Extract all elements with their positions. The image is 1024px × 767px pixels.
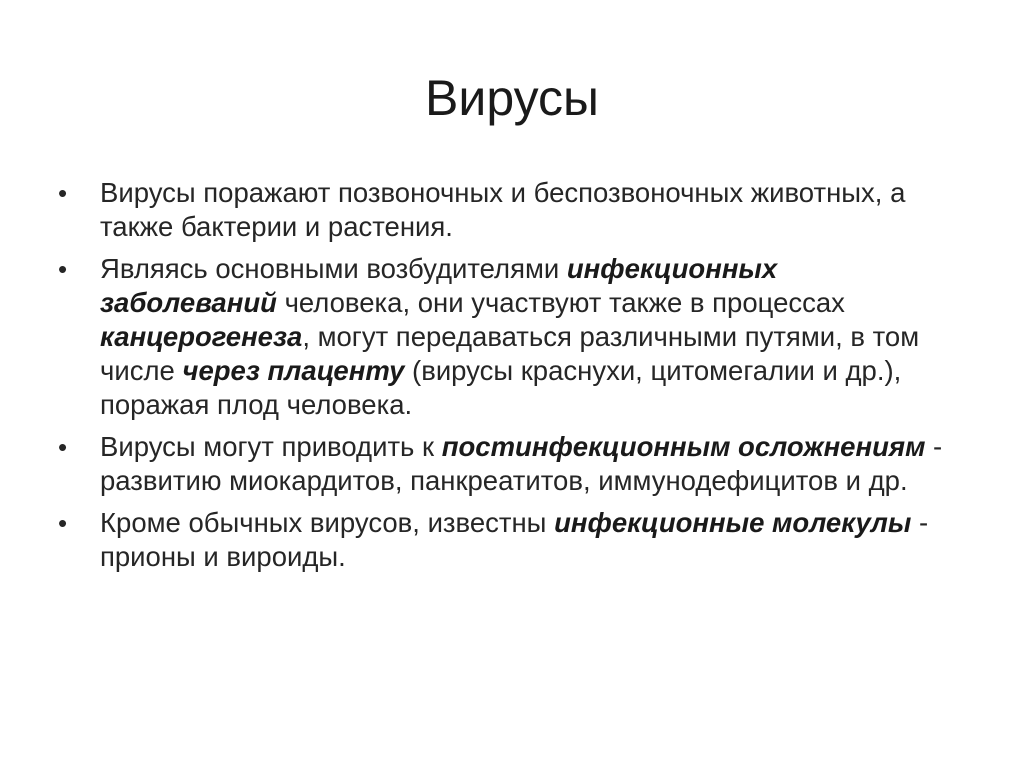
text-segment: (вирусы краснухи, цитомегалии и др.), поражая плод человека. [100,355,902,420]
bullet-item [54,176,954,244]
bullet-text [100,507,928,572]
bullet-item [54,506,954,574]
bullet-icon: • [58,254,68,284]
bullet-icon: • [58,432,68,462]
bullet-item [54,252,954,422]
bullet-icon: • [58,508,68,538]
emphasized-term: инфекционные молекулы [554,507,912,538]
slide-title: Вирусы [425,70,599,126]
emphasized-term: канцерогенеза [100,321,303,352]
bullet-item [54,430,954,498]
bullet-text [100,177,905,242]
text-segment: Вирусы поражают позвоночных и беспозвоночных животных, а также бактерии и растения. [100,177,906,242]
text-segment: человека, они участвуют также в процессах [276,287,845,318]
text-segment: - прионы и вироиды. [100,507,929,572]
emphasized-term: через плаценту [182,355,405,386]
emphasized-term: инфекционных заболеваний [100,253,778,318]
emphasized-term: постинфекционным осложнениям [441,431,926,462]
text-segment: Вирусы могут приводить к [100,431,442,462]
text-segment: Являясь основными возбудителями [100,253,567,284]
text-segment: - развитию миокардитов, панкреатитов, иммунодефицитов и др. [100,431,943,496]
text-segment: , могут передаваться различными путями, в том числе [100,321,920,386]
text-segment: Кроме обычных вирусов, известны [100,507,555,538]
bullet-list [54,176,954,582]
bullet-text [100,431,942,496]
bullet-text [100,253,919,420]
bullet-icon: • [58,178,68,208]
